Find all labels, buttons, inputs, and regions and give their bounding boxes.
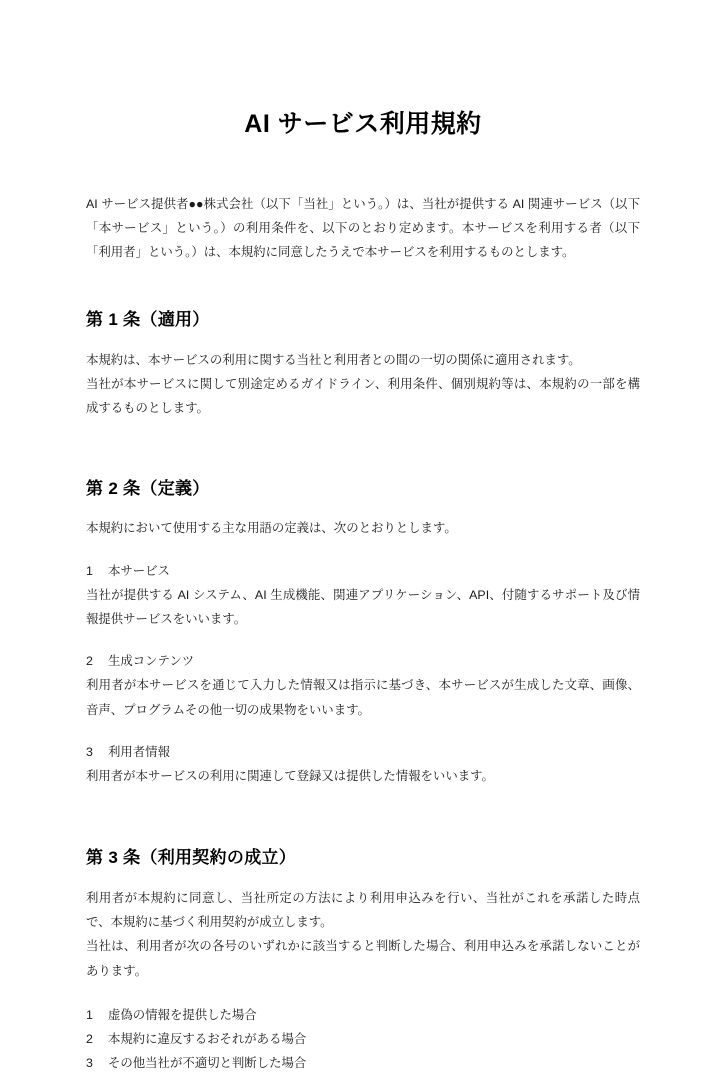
- definition-term: 利用者情報: [108, 744, 170, 759]
- condition-item: [86, 1003, 640, 1027]
- article-section-2: [86, 421, 640, 788]
- definition-number: 1: [86, 563, 93, 578]
- condition-item: [86, 1051, 640, 1075]
- article-heading-2: 第 2 条（定義）: [86, 478, 210, 498]
- document-content: [86, 0, 640, 1075]
- definition-label: [86, 740, 640, 764]
- condition-text: 虚偽の情報を提供した場合: [108, 1007, 257, 1022]
- definition-number: 3: [86, 744, 93, 759]
- article-3-paragraph-1: 利用者が本規約に同意し、当社所定の方法により利用申込みを行い、当社がこれを承諾した時点で、本規約に基づく利用契約が成立します。: [86, 890, 640, 930]
- definition-list: [86, 541, 640, 789]
- definition-number: 2: [86, 654, 93, 669]
- definition-term: 生成コンテンツ: [108, 654, 195, 669]
- condition-text: その他当社が不適切と判断した場合: [108, 1056, 307, 1071]
- article-section-1: [86, 264, 640, 420]
- definition-description: 利用者が本サービスの利用に関連して登録又は提供した情報をいいます。: [86, 768, 494, 783]
- definition-description: 利用者が本サービスを通じて入力した情報又は指示に基づき、本サービスが生成した文章、画像、音声、プログラムその他一切の成果物をいいます。: [86, 678, 640, 717]
- article-heading-3: 第 3 条（利用契約の成立）: [86, 848, 297, 868]
- article-2-lead: 本規約において使用する主な用語の定義は、次のとおりとします。: [86, 521, 457, 536]
- article-heading-1: 第 1 条（適用）: [86, 310, 210, 330]
- condition-text: 本規約に違反するおそれがある場合: [108, 1031, 307, 1046]
- definition-term: 本サービス: [108, 563, 170, 578]
- condition-number: 1: [86, 1007, 93, 1022]
- condition-number: 2: [86, 1031, 93, 1046]
- article-3-paragraph-2: 当社は、利用者が次の各号のいずれかに該当すると判断した場合、利用申込みを承諾しないことがあります。: [86, 939, 640, 978]
- article-section-3: [86, 788, 640, 1075]
- intro-paragraph: AI サービス提供者●●株式会社（以下「当社」という。）は、当社が提供する AI 関連サービス（以下「本サービス」という。）の利用条件を、以下のとおり定めます。本サービスを利用する者（以下「利用者」という。）は、本規約に同意したうえで本サービスを利用するものとします。: [86, 196, 640, 260]
- page-title: AI サービス利用規約: [244, 110, 482, 138]
- definition-description: 当社が提供する AI システム、AI 生成機能、関連アプリケーション、API、付随するサポート及び情報提供サービスをいいます。: [86, 587, 640, 627]
- definition-label: [86, 559, 640, 583]
- condition-item: [86, 1027, 640, 1051]
- article-1-paragraph-1: 本規約は、本サービスの利用に関する当社と利用者との間の一切の関係に適用されます。: [86, 353, 581, 368]
- definition-label: [86, 649, 640, 673]
- definition-item: [86, 631, 640, 722]
- condition-list: [86, 983, 640, 1075]
- definition-item: [86, 541, 640, 632]
- definition-item: [86, 722, 640, 788]
- condition-number: 3: [86, 1056, 93, 1071]
- article-1-paragraph-2: 当社が本サービスに関して別途定めるガイドライン、利用条件、個別規約等は、本規約の一部を構成するものとします。: [86, 377, 640, 416]
